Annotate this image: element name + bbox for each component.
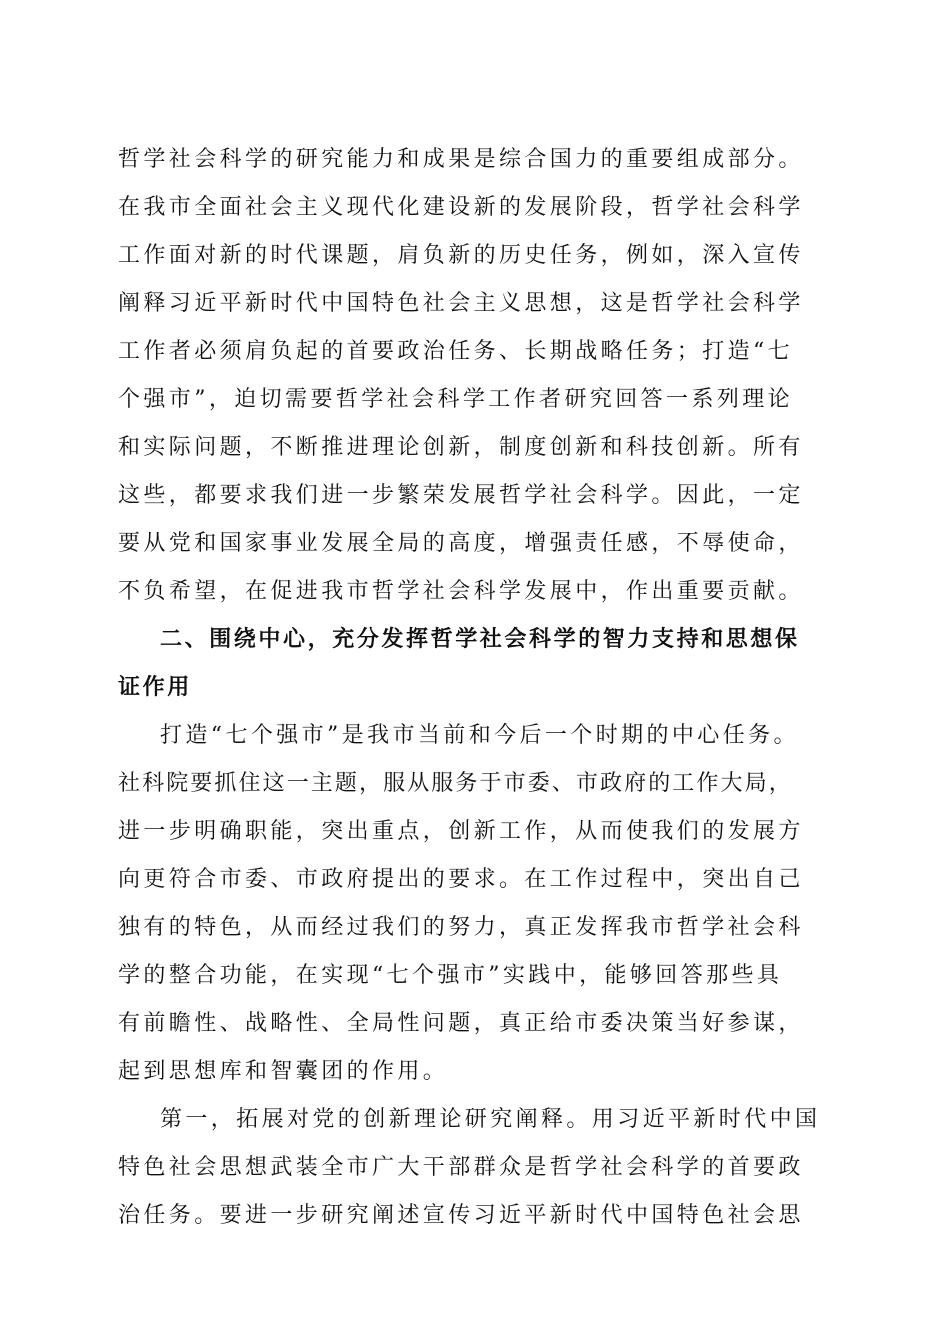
section-heading-line-1: 二、围绕中心，充分发挥哲学社会科学的智力支持和思想保 bbox=[160, 627, 800, 652]
paragraph-1-line-9: 要从党和国家事业发展全局的高度，增强责任感，不辱使命， bbox=[118, 531, 804, 556]
paragraph-1-line-3: 工作面对新的时代课题，肩负新的历史任务，例如，深入宣传 bbox=[118, 243, 804, 268]
paragraph-1-line-4: 阐释习近平新时代中国特色社会主义思想，这是哲学社会科学 bbox=[118, 291, 804, 316]
paragraph-1-line-5: 工作者必须肩负起的首要政治任务、长期战略任务；打造“七 bbox=[118, 339, 794, 364]
paragraph-1-line-10: 不负希望，在促进我市哲学社会科学发展中，作出重要贡献。 bbox=[118, 579, 804, 604]
paragraph-1-line-7: 和实际问题，不断推进理论创新，制度创新和科技创新。所有 bbox=[118, 435, 804, 460]
paragraph-3-line-2: 特色社会思想武装全市广大干部群众是哲学社会科学的首要政 bbox=[118, 1155, 804, 1180]
paragraph-1-line-2: 在我市全面社会主义现代化建设新的发展阶段，哲学社会科学 bbox=[118, 195, 804, 220]
paragraph-1-line-6: 个强市”，迫切需要哲学社会科学工作者研究回答一系列理论 bbox=[118, 387, 794, 412]
section-heading-line-2: 证作用 bbox=[118, 675, 192, 700]
paragraph-2-line-7: 有前瞻性、战略性、全局性问题，真正给市委决策当好参谋， bbox=[118, 1011, 804, 1036]
paragraph-3-line-3: 治任务。要进一步研究阐述宣传习近平新时代中国特色社会思 bbox=[118, 1203, 804, 1228]
paragraph-3-line-1: 第一，拓展对党的创新理论研究阐释。用习近平新时代中国 bbox=[160, 1107, 821, 1132]
paragraph-1-line-8: 这些，都要求我们进一步繁荣发展哲学社会科学。因此，一定 bbox=[118, 483, 804, 508]
paragraph-2-line-3: 进一步明确职能，突出重点，创新工作，从而使我们的发展方 bbox=[118, 819, 804, 844]
paragraph-1-line-1: 哲学社会科学的研究能力和成果是综合国力的重要组成部分。 bbox=[118, 147, 804, 172]
paragraph-2-line-5: 独有的特色，从而经过我们的努力，真正发挥我市哲学社会科 bbox=[118, 915, 804, 940]
paragraph-2-line-8: 起到思想库和智囊团的作用。 bbox=[118, 1059, 449, 1084]
paragraph-2-line-2: 社科院要抓住这一主题，服从服务于市委、市政府的工作大局， bbox=[118, 771, 793, 796]
paragraph-2-line-6: 学的整合功能，在实现“七个强市”实践中，能够回答那些具 bbox=[118, 963, 783, 988]
paragraph-2-line-4: 向更符合市委、市政府提出的要求。在工作过程中，突出自己 bbox=[118, 867, 804, 892]
paragraph-2-line-1: 打造“七个强市”是我市当前和今后一个时期的中心任务。 bbox=[160, 723, 799, 748]
